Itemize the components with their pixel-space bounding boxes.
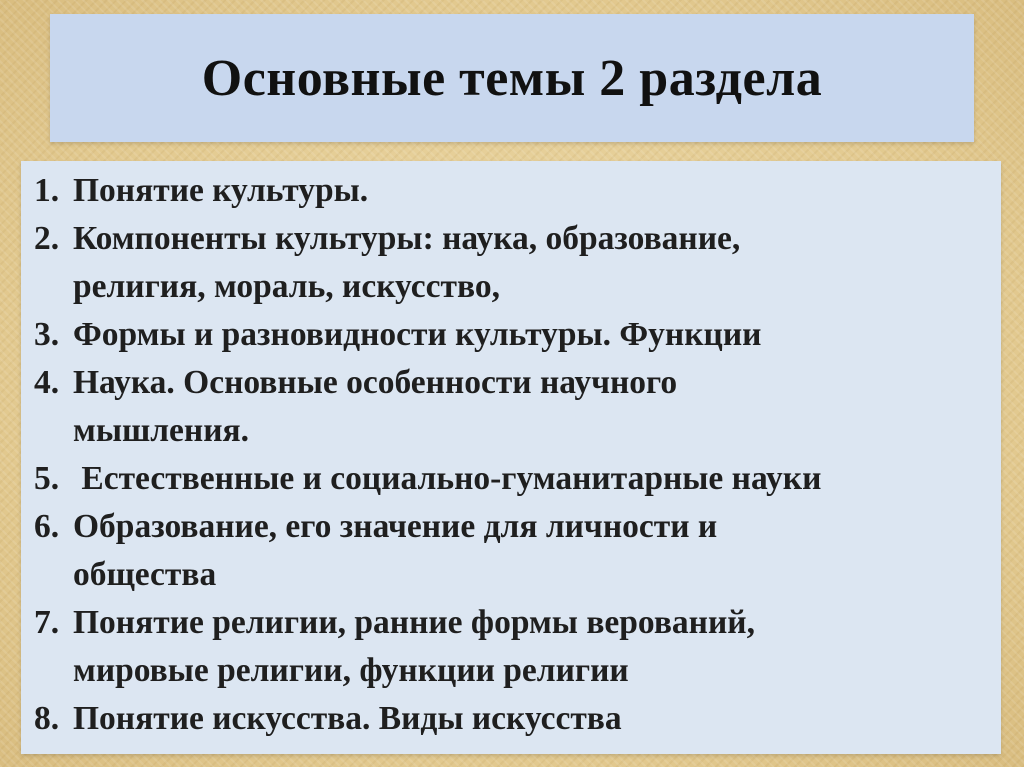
topic-text: Компоненты культуры: наука, образование, xyxy=(73,220,741,257)
topic-text-continued: религия, мораль, искусство, xyxy=(73,268,500,305)
topic-text: Формы и разновидности культуры. Функции xyxy=(73,316,762,353)
topic-number: 3. xyxy=(34,316,60,353)
topic-text-continued: мышления. xyxy=(73,412,250,449)
topic-item-2 xyxy=(21,215,1001,311)
topic-text: Естественные и социально-гуманитарные науки xyxy=(73,460,822,497)
content-box xyxy=(21,161,1001,754)
topic-number: 2. xyxy=(34,220,60,257)
topic-item-5 xyxy=(21,455,1001,503)
topic-list xyxy=(21,161,1001,743)
topic-text: Образование, его значение для личности и xyxy=(73,508,718,545)
topic-item-6 xyxy=(21,503,1001,599)
topic-item-1 xyxy=(21,167,1001,215)
topic-text: Понятие религии, ранние формы верований, xyxy=(73,604,755,641)
topic-number: 5. xyxy=(34,460,60,497)
topic-item-3 xyxy=(21,311,1001,359)
slide-title: Основные темы 2 раздела xyxy=(201,49,823,107)
topic-number: 8. xyxy=(34,700,60,737)
topic-text-continued: общества xyxy=(73,556,217,593)
title-box xyxy=(50,14,974,142)
topic-item-8 xyxy=(21,695,1001,743)
topic-item-4 xyxy=(21,359,1001,455)
topic-number: 1. xyxy=(34,172,60,209)
topic-number: 6. xyxy=(34,508,60,545)
topic-text: Понятие культуры. xyxy=(73,172,369,209)
topic-number: 4. xyxy=(34,364,60,401)
topic-text: Наука. Основные особенности научного xyxy=(73,364,678,401)
topic-text: Понятие искусства. Виды искусства xyxy=(73,700,622,737)
topic-number: 7. xyxy=(34,604,60,641)
topic-text-continued: мировые религии, функции религии xyxy=(73,652,629,689)
topic-item-7 xyxy=(21,599,1001,695)
